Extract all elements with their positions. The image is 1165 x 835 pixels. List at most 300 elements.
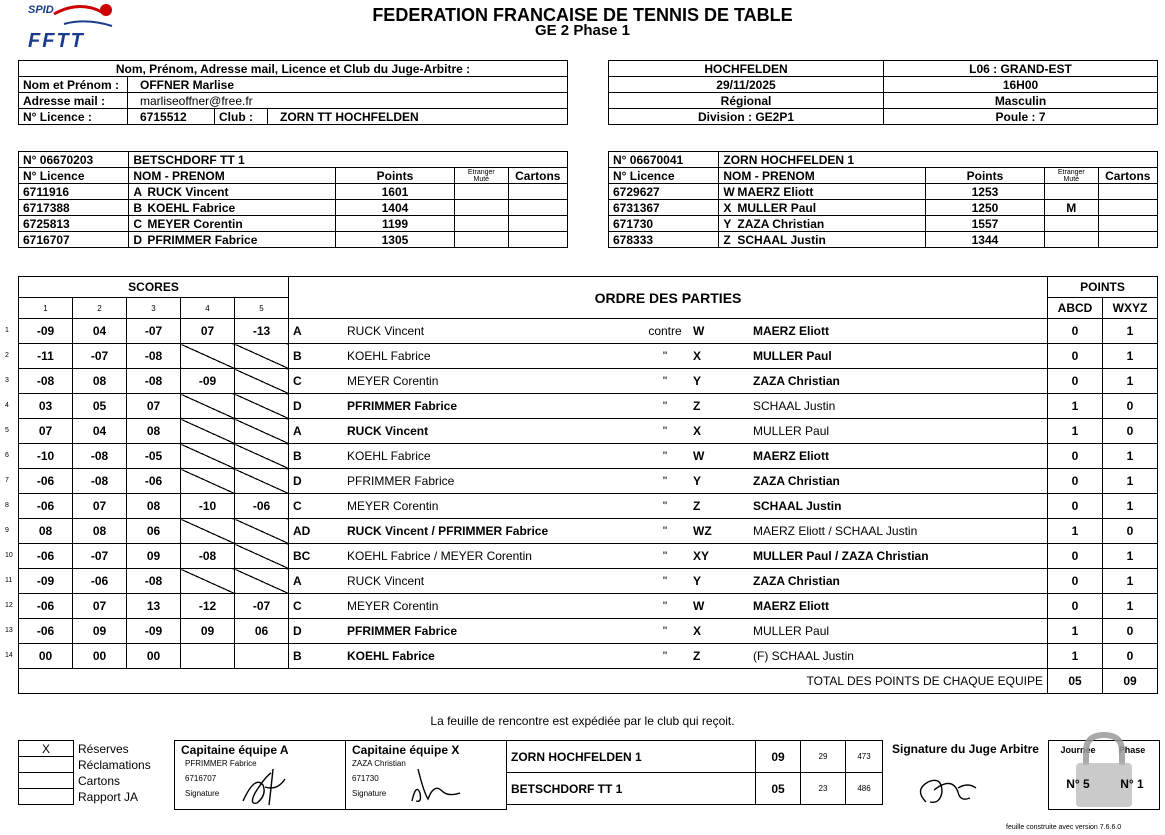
player-name: RUCK Vincent [147,184,229,199]
game-versus: " [641,419,689,444]
set-score: 09 [127,544,181,569]
game-versus: " [641,444,689,469]
set-score-empty [235,394,289,419]
player-cards [1098,200,1157,216]
player-points: 1601 [335,184,454,200]
game-players-x: ZAZA Christian [749,369,1048,394]
points-header: POINTS [1048,277,1158,298]
game-number: 12 [5,602,13,609]
referee-table [18,60,568,125]
checkbox-mark[interactable] [19,757,74,773]
set-score-value: 00 [38,649,53,663]
player-points: 1199 [335,216,454,232]
game-points-x: 1 [1103,594,1158,619]
game-versus: " [641,619,689,644]
game-points-x: 1 [1103,569,1158,594]
game-versus: " [641,544,689,569]
journee-phase-box [1048,740,1160,810]
player-cell [129,200,336,216]
player-etranger-mute [455,200,509,216]
player-cell [719,184,926,200]
set-score: 08 [73,369,127,394]
set-score [5,544,73,569]
game-letters-a: C [289,494,344,519]
game-row [19,544,1158,569]
player-points: 1250 [925,200,1044,216]
player-licence: 6711916 [19,184,129,200]
player-points: 1404 [335,200,454,216]
result-value-2: 486 [846,773,883,805]
player-letter: W [723,184,735,199]
game-row [19,569,1158,594]
game-players-a: RUCK Vincent / PFRIMMER Fabrice [343,519,641,544]
roster-name-header: NOM - PRENOM [129,168,336,184]
checkbox-row [19,757,173,773]
referee-mail-label: Adresse mail : [19,93,128,109]
referee-heading: Nom, Prénom, Adresse mail, Licence et Club du Juge-Arbitre : [19,61,568,77]
set-score: 06 [127,519,181,544]
referee-signature-label: Signature du Juge Arbitre [892,742,1039,756]
player-cell [129,184,336,200]
result-value-1: 23 [801,773,846,805]
footer-results [506,740,883,805]
set-score-value: -06 [36,549,55,563]
roster-row [609,216,1158,232]
set-score [5,644,73,669]
roster-em-header [1045,168,1099,184]
captain-a-box [174,740,346,810]
set-score [5,519,73,544]
captain-a-name: PFRIMMER Fabrice [185,759,257,768]
game-letters-a: A [289,319,344,344]
player-etranger-mute [1045,216,1099,232]
set-2-header: 2 [73,298,127,319]
order-header: ORDRE DES PARTIES [289,277,1048,319]
game-row [19,594,1158,619]
match-gender: Masculin [884,93,1158,109]
lock-icon [1064,727,1144,809]
phase-label: Phase [1118,745,1146,755]
set-score [181,644,235,669]
player-name: MEYER Corentin [147,216,243,231]
player-etranger-mute [455,216,509,232]
set-5-header: 5 [235,298,289,319]
page-subtitle: GE 2 Phase 1 [534,22,631,39]
game-letters-x: W [689,444,749,469]
set-score-empty [235,544,289,569]
result-value-1: 29 [801,741,846,773]
roster-row [609,184,1158,200]
game-points-a: 0 [1048,369,1103,394]
game-points-a: 0 [1048,444,1103,469]
game-letters-x: Y [689,369,749,394]
captain-x-name: ZAZA Christian [352,759,406,768]
set-score: 05 [73,394,127,419]
set-score-empty [235,444,289,469]
set-score-empty [235,344,289,369]
game-row [19,419,1158,444]
game-players-x: MAERZ Eliott [749,444,1048,469]
wxyz-header: WXYZ [1103,298,1158,319]
roster-cards-header: Cartons [1098,168,1157,184]
game-letters-x: XY [689,544,749,569]
game-letters-a: A [289,569,344,594]
game-players-x: (F) SCHAAL Justin [749,644,1048,669]
player-etranger-mute [455,184,509,200]
game-letters-a: C [289,594,344,619]
set-score: 04 [73,419,127,444]
game-row [19,494,1158,519]
game-number: 8 [5,502,9,509]
game-players-x: MULLER Paul [749,419,1048,444]
game-points-a: 0 [1048,544,1103,569]
player-points: 1344 [925,232,1044,248]
game-letters-x: WZ [689,519,749,544]
game-points-a: 1 [1048,519,1103,544]
player-etranger-mute: M [1045,200,1099,216]
result-row [507,773,883,805]
game-number: 6 [5,452,9,459]
match-division: Division : GE2P1 [609,109,884,125]
game-points-a: 0 [1048,469,1103,494]
captain-x-licence: 671730 [352,774,379,783]
game-points-x: 1 [1103,369,1158,394]
set-score [5,619,73,644]
checkbox-label: Rapport JA [78,789,139,804]
game-points-x: 1 [1103,494,1158,519]
checkbox-row [19,741,173,757]
page-title: FEDERATION FRANCAISE DE TENNIS DE TABLE [372,5,793,25]
game-number: 10 [5,552,13,559]
game-players-a: MEYER Corentin [343,594,641,619]
captain-a-sig-label: Signature [185,789,220,798]
totals-label: TOTAL DES POINTS DE CHAQUE EQUIPE [19,669,1048,694]
total-points-a: 05 [1048,669,1103,694]
team-x-name: ZORN HOCHFELDEN 1 [719,152,1158,168]
result-value-2: 473 [846,741,883,773]
player-licence: 6716707 [19,232,129,248]
game-points-x: 1 [1103,444,1158,469]
game-number: 2 [5,352,9,359]
game-versus: " [641,494,689,519]
set-score [5,469,73,494]
set-score-value: -11 [37,349,54,363]
game-letters-x: Y [689,469,749,494]
match-time: 16H00 [884,77,1158,93]
set-score-empty [235,419,289,444]
roster-row [609,200,1158,216]
set-score-value: -06 [36,624,55,638]
game-letters-a: A [289,419,344,444]
team-a-number: N° 06670203 [19,152,129,168]
player-letter: Z [723,232,731,247]
result-score: 05 [756,773,801,805]
set-score: -08 [181,544,235,569]
referee-name-label: Nom et Prénom : [19,77,128,93]
match-pool: Poule : 7 [884,109,1158,125]
team-x-roster [608,151,1158,248]
game-players-a: KOEHL Fabrice [343,644,641,669]
set-score [235,644,289,669]
game-letters-a: AD [289,519,344,544]
game-row [19,369,1158,394]
referee-name: OFFNER Marlise [128,77,568,93]
game-versus: " [641,394,689,419]
match-level: Régional [609,93,884,109]
game-versus: " [641,644,689,669]
game-row [19,344,1158,369]
game-letters-x: X [689,344,749,369]
set-score-value: -09 [36,574,55,588]
game-points-a: 1 [1048,419,1103,444]
team-a-roster [18,151,568,248]
game-points-a: 1 [1048,644,1103,669]
captain-a-signature-icon [235,765,295,809]
captain-a-licence: 6716707 [185,774,217,783]
player-letter: X [723,200,732,215]
checkbox-mark[interactable] [19,789,74,805]
player-cards [1098,184,1157,200]
set-score: 09 [181,619,235,644]
captain-x-signature-icon [402,763,466,807]
result-score: 09 [756,741,801,773]
game-letters-x: Z [689,494,749,519]
roster-row [19,184,568,200]
captain-a-title: Capitaine équipe A [181,743,289,757]
player-cards [508,184,567,200]
game-letters-a: C [289,369,344,394]
game-points-a: 0 [1048,569,1103,594]
player-licence: 671730 [609,216,719,232]
roster-row [19,216,568,232]
game-versus: " [641,344,689,369]
set-score-empty [181,469,235,494]
set-score-value: -08 [36,374,55,388]
set-3-header: 3 [127,298,181,319]
total-points-x: 09 [1103,669,1158,694]
set-score: -06 [73,569,127,594]
set-score: 07 [73,594,127,619]
game-points-x: 0 [1103,419,1158,444]
set-score: -09 [127,619,181,644]
game-players-a: RUCK Vincent [343,319,641,344]
game-letters-x: X [689,419,749,444]
player-cards [508,216,567,232]
game-players-x: SCHAAL Justin [749,494,1048,519]
games-table [5,276,1158,694]
set-score [5,369,73,394]
set-score: -06 [235,494,289,519]
game-players-a: KOEHL Fabrice [343,344,641,369]
set-score-empty [235,469,289,494]
checkbox-mark[interactable]: X [19,741,74,757]
game-points-a: 0 [1048,319,1103,344]
set-score-empty [181,519,235,544]
game-players-a: KOEHL Fabrice / MEYER Corentin [343,544,641,569]
game-players-a: RUCK Vincent [343,419,641,444]
player-cards [1098,216,1157,232]
game-players-a: PFRIMMER Fabrice [343,619,641,644]
set-score: -10 [181,494,235,519]
set-score: -08 [73,469,127,494]
set-score-empty [235,569,289,594]
set-score [5,344,73,369]
game-points-a: 1 [1048,619,1103,644]
player-cell [129,216,336,232]
team-a-name: BETSCHDORF TT 1 [129,152,568,168]
etranger-label: Etranger [1057,168,1085,176]
player-cards [1098,232,1157,248]
game-letters-a: B [289,444,344,469]
game-players-a: PFRIMMER Fabrice [343,394,641,419]
set-1-header: 1 [19,298,73,319]
roster-points-header: Points [335,168,454,184]
set-score: -09 [181,369,235,394]
set-score [5,494,73,519]
captain-x-title: Capitaine équipe X [352,743,460,757]
set-score: -07 [73,344,127,369]
set-score: -07 [235,594,289,619]
team-x-number: N° 06670041 [609,152,719,168]
player-cell [719,200,926,216]
roster-row [19,232,568,248]
game-points-a: 0 [1048,344,1103,369]
referee-licence: 6715512 [128,109,215,125]
player-letter: C [133,216,143,231]
game-players-x: MAERZ Eliott [749,319,1048,344]
game-row [19,469,1158,494]
player-etranger-mute [1045,232,1099,248]
player-etranger-mute [455,232,509,248]
game-points-a: 0 [1048,594,1103,619]
match-league: L06 : GRAND-EST [884,61,1158,77]
set-score: -07 [73,544,127,569]
totals-row [19,669,1158,694]
logo-top-text: SPID [28,4,54,16]
mute-label: Muté [473,175,490,183]
set-score-value: 07 [38,424,53,438]
set-score: -05 [127,444,181,469]
set-score: 07 [73,494,127,519]
player-name: KOEHL Fabrice [147,200,236,215]
player-name: SCHAAL Justin [737,232,826,247]
set-score-value: -06 [36,599,55,613]
game-players-x: ZAZA Christian [749,469,1048,494]
game-letters-x: X [689,619,749,644]
game-players-a: MEYER Corentin [343,494,641,519]
game-number: 3 [5,377,9,384]
set-score: 06 [235,619,289,644]
set-score-value: -09 [36,324,55,338]
game-players-x: MULLER Paul [749,619,1048,644]
referee-mail: marliseoffner@free.fr [128,93,568,109]
game-players-a: KOEHL Fabrice [343,444,641,469]
game-points-x: 0 [1103,644,1158,669]
set-score [5,319,73,344]
game-versus: " [641,469,689,494]
game-versus: " [641,519,689,544]
game-number: 13 [5,627,13,634]
referee-licence-label: N° Licence : [19,109,128,125]
set-score-value: 08 [38,524,53,538]
journee-label: Journée [1060,745,1096,755]
game-number: 1 [5,327,9,334]
game-row [19,619,1158,644]
phase-value: N° 1 [1120,777,1144,791]
set-score: -08 [127,569,181,594]
player-name: PFRIMMER Fabrice [147,232,258,247]
set-score: 09 [73,619,127,644]
player-points: 1557 [925,216,1044,232]
game-letters-x: W [689,319,749,344]
checkbox-mark[interactable] [19,773,74,789]
game-points-a: 0 [1048,494,1103,519]
game-players-a: RUCK Vincent [343,569,641,594]
game-versus: contre [641,319,689,344]
game-points-x: 1 [1103,344,1158,369]
game-row [19,319,1158,344]
roster-name-header: NOM - PRENOM [719,168,926,184]
set-score-empty [181,394,235,419]
sheet-note: La feuille de rencontre est expédiée par le club qui reçoit. [430,714,735,728]
set-score: 07 [127,394,181,419]
set-score: -08 [127,369,181,394]
result-row [507,741,883,773]
result-team: ZORN HOCHFELDEN 1 [507,741,756,773]
set-score: -08 [73,444,127,469]
player-letter: Y [723,216,732,231]
player-cards [508,200,567,216]
game-players-x: MULLER Paul / ZAZA Christian [749,544,1048,569]
game-number: 9 [5,527,9,534]
game-letters-a: D [289,394,344,419]
player-cell [719,216,926,232]
game-letters-a: B [289,644,344,669]
game-letters-x: Z [689,644,749,669]
player-cell [719,232,926,248]
referee-signature-icon [912,762,982,812]
set-score: 08 [73,519,127,544]
game-players-x: MAERZ Eliott [749,594,1048,619]
player-licence: 678333 [609,232,719,248]
set-score [5,594,73,619]
roster-row [19,200,568,216]
roster-licence-header: N° Licence [609,168,719,184]
set-score-empty [235,519,289,544]
version-text: feuille construite avec version 7.6.6.0 [1006,824,1122,831]
set-score: -13 [235,319,289,344]
player-name: MULLER Paul [737,200,817,215]
set-score: 00 [73,644,127,669]
roster-row [609,232,1158,248]
player-letter: D [133,232,143,247]
checkbox-label: Réserves [78,741,129,756]
game-letters-x: W [689,594,749,619]
roster-em-header [455,168,509,184]
set-score [5,394,73,419]
set-score-empty [181,569,235,594]
checkbox-label: Cartons [78,773,121,788]
set-score-empty [181,444,235,469]
set-4-header: 4 [181,298,235,319]
game-row [19,394,1158,419]
game-versus: " [641,569,689,594]
player-cell [129,232,336,248]
game-letters-x: Y [689,569,749,594]
checkbox-label: Réclamations [78,757,151,772]
set-score: 00 [127,644,181,669]
set-score: -07 [127,319,181,344]
